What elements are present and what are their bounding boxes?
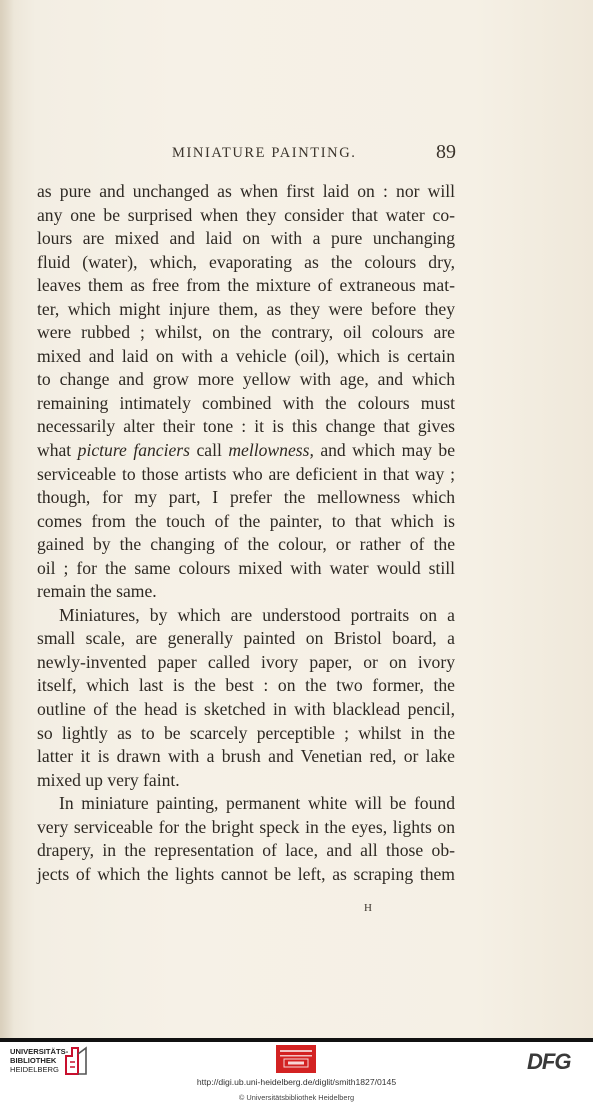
text-line: latter it is drawn with a brush and Venetian red, or lake xyxy=(37,746,455,767)
text-line: very serviceable for the bright speck in the eyes, lights on xyxy=(37,816,455,837)
paragraph-end-line: remain the same. xyxy=(37,581,157,602)
text-line: leaves them as free from the mixture of extraneous mat- xyxy=(37,275,455,296)
text-line: to change and grow more yellow with age, and which xyxy=(37,369,455,390)
text-line: outline of the head is sketched in with blacklead pencil, xyxy=(37,699,455,720)
text-run: call xyxy=(190,440,229,461)
dfg-logo[interactable]: DFG xyxy=(527,1049,571,1074)
digitization-badge-icon[interactable] xyxy=(276,1045,316,1073)
italic-term-picture-fanciers: picture fanciers xyxy=(77,440,190,461)
text-line: drapery, in the representation of lace, and all those ob- xyxy=(37,840,455,861)
text-line: comes from the touch of the painter, to that which is xyxy=(37,510,455,531)
text-line: serviceable to those artists who are deficient in that way ; xyxy=(37,463,455,484)
logo-line: HEIDELBERG xyxy=(10,1065,59,1075)
text-line: gained by the changing of the colour, or rather of the xyxy=(37,534,455,555)
text-line: In miniature painting, permanent white will be found xyxy=(59,793,455,814)
text-line: lours are mixed and laid on with a pure unchanging xyxy=(37,228,455,249)
logo-line: BIBLIOTHEK xyxy=(10,1056,57,1066)
university-library-wordmark xyxy=(10,1047,68,1075)
body-text xyxy=(37,180,455,886)
text-line: remaining intimately combined with the colours must xyxy=(37,392,455,413)
text-line: mixed and laid on with a vehicle (oil), which is certain xyxy=(37,345,455,366)
text-line: so lightly as to be scarcely perceptible ; whilst in the xyxy=(37,722,455,743)
text-run: and which may be xyxy=(313,440,455,461)
text-line: any one be surprised when they consider that water co- xyxy=(37,204,455,225)
permalink-url[interactable]: http://digi.ub.uni-heidelberg.de/diglit/smith1827/0145 xyxy=(196,1077,397,1087)
text-line: necessarily alter their tone : it is this change that gives xyxy=(37,416,455,437)
text-line: jects of which the lights cannot be left, as scraping them xyxy=(37,863,455,884)
text-line: itself, which last is the best : on the two former, the xyxy=(37,675,455,696)
text-run: what xyxy=(37,440,78,461)
page-number: 89 xyxy=(436,141,456,163)
text-line: oil ; for the same colours mixed with water would still xyxy=(37,557,455,578)
text-line: were rubbed ; whilst, on the contrary, oil colours are xyxy=(37,322,455,343)
text-line: Miniatures, by which are understood portraits on a xyxy=(59,604,455,625)
text-line: fluid (water), which, evaporating as the colours dry, xyxy=(37,251,455,272)
university-library-logo[interactable] xyxy=(10,1044,100,1078)
text-line: small scale, are generally painted on Bristol board, a xyxy=(37,628,455,649)
signature-mark: H xyxy=(364,902,373,914)
text-line-with-italics xyxy=(37,439,455,463)
copyright-notice: © Universitätsbibliothek Heidelberg xyxy=(238,1093,355,1102)
page-gutter-shadow xyxy=(0,0,14,1038)
text-line: newly-invented paper called ivory paper, or on ivory xyxy=(37,651,455,672)
running-head xyxy=(36,141,456,165)
university-seal-icon xyxy=(62,1044,96,1078)
italic-term-mellowness: mellowness, xyxy=(228,440,314,461)
footer-divider xyxy=(0,1038,593,1042)
paragraph-end-line: mixed up very faint. xyxy=(37,769,180,790)
text-line: as pure and unchanged as when first laid on : nor will xyxy=(37,181,455,201)
logo-line: UNIVERSITÄTS- xyxy=(10,1047,69,1056)
running-title: MINIATURE PAINTING. xyxy=(172,145,357,161)
text-line: ter, which might injure them, as they were before they xyxy=(37,298,455,319)
text-line: though, for my part, I prefer the mellowness which xyxy=(37,487,455,508)
